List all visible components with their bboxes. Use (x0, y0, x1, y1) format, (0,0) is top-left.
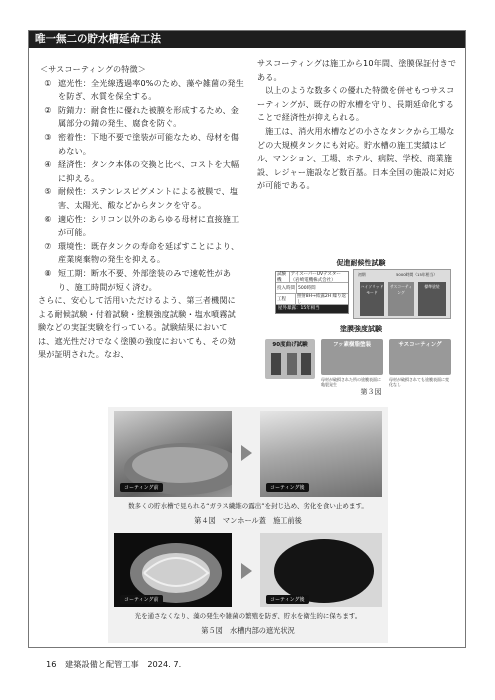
bend-test-icon (265, 339, 315, 379)
arrow-right-icon (241, 445, 252, 461)
bar-caption: 5000時間（15年相当） (396, 272, 438, 277)
issue-date: 2024. 7. (147, 659, 182, 669)
before-tag: コーティング前 (120, 595, 163, 604)
feature-item: ⑦ 環境性：既存タンクの寿命を延ばすことにより、産業廃棄物の発生を抑える。 (44, 240, 240, 265)
after-tag: コーティング後 (266, 483, 309, 492)
feature-item: ① 遮光性：全光線透過率0%のため、藻や雑菌の発生を防ぎ、水質を保全する。 (44, 77, 244, 102)
left-column (38, 63, 244, 362)
sus-coating-note: 母材が破損されても塗膜表面に変化なし (389, 377, 449, 387)
feature-item: ⑧ 短工期：断水不要、外部塗装のみで速乾性があり、施工時間が短く済む。 (44, 267, 232, 292)
feature-list (38, 77, 244, 295)
article-frame (28, 30, 466, 648)
bend-test-photo: 90度曲げ試験 (265, 339, 315, 379)
feature-item: ④ 経済性：タンク本体の交換と比べ、コストを大幅に抑える。 (44, 159, 240, 183)
feature-item: ② 防錆力：耐食性に優れた被膜を形成するため、金属部分の錆の発生、腐食を防ぐ。 (44, 104, 240, 129)
table-row: 投入時間 500時間 (276, 283, 348, 294)
table-row: 工程 照射8H→結露2H 繰り返し (277, 294, 347, 305)
feature-item: ⑥ 適応性：シリコン以外のあらゆる母材に直接施工が可能。 (44, 213, 240, 238)
figure-4-description: 数多くの貯水槽で見られる“ガラス繊維の露出”を封じ込め、劣化を食い止めます。 (128, 502, 368, 510)
page-footer (46, 659, 187, 670)
bar-caption: 初期 (358, 272, 366, 277)
arrow-right-icon (241, 563, 252, 579)
figure-5-caption: 第５図 水槽内部の遮光状況 (201, 626, 295, 635)
result-swatch: 標準塗装 (418, 282, 446, 316)
features-heading: ＜サスコーティングの特徴＞ (40, 64, 147, 74)
coating-strength-title: 塗膜強度試験 (340, 325, 382, 333)
result-swatch: サスコーティング (388, 282, 414, 316)
right-column (257, 57, 457, 193)
page-number: 16 (46, 659, 57, 669)
fluororesin-note: 母材が破損された所の塗膜表面に亀裂発生 (321, 377, 381, 387)
feature-item: ③ 密着性：下地不要で塗装が可能なため、母材を傷めない。 (44, 131, 240, 156)
manhole-before-photo (114, 411, 232, 497)
result-swatch: ハイソリッドモード (360, 282, 384, 316)
feature-item: ⑤ 耐候性：ステンレスピグメントによる被膜で、塩害、太陽光、酸などからタンクを守る。 (44, 186, 239, 210)
body-paragraph: さらに、安心して活用いただけるよう、第三者機関による耐候試験・付着試験・塗膜強度試験・塩水噴霧試験などの実証実験を行っている。試験結果においては、遮光性だけでなく塗膜の強度においても、その効果が証明された。なお、 (38, 295, 236, 360)
after-tag: コーティング後 (266, 595, 309, 604)
table-row: 試験機 アイスーパーUVテスター（岩崎電機株式会社） (276, 272, 348, 283)
figure-4 (108, 407, 388, 531)
tank-before-photo (114, 533, 232, 607)
magazine-name: 建築設備と配管工事 (65, 659, 139, 669)
fluororesin-panel: フッ素樹脂塗装 (321, 339, 383, 375)
table-total: 屋外暴露：15年相当 (276, 305, 348, 313)
body-paragraph: 以上のような数多くの優れた特徴を併せもつサスコーティングが、既存の貯水槽を守り、長期延命化することで経済性が抑えられる。 (257, 85, 455, 123)
manhole-after-photo (260, 411, 382, 497)
figure-4-caption: 第４図 マンホール蓋 施工前後 (194, 516, 302, 525)
figure-3-caption: 第３図 (360, 388, 382, 396)
weathering-result-image (353, 269, 451, 319)
article-title: 唯一無二の貯水槽延命工法 (29, 31, 465, 48)
weathering-test-title: 促進耐候性試験 (336, 259, 386, 267)
body-paragraph: 施工は、消火用水槽などの小さなタンクから工場などの大規模タンクにも対応。貯水槽の施工実績はビル、マンション、工場、ホテル、病院、学校、商業施設、レジャー施設など数百基。日本全国の施設に対応が可能である。 (257, 125, 455, 191)
figure-3 (261, 231, 457, 396)
before-tag: コーティング前 (120, 483, 163, 492)
sus-coating-panel: サスコーティング (389, 339, 451, 375)
figure-5-description: 光を通さなくなり、藻の発生や雑菌の繁殖を防ぎ、貯水を衛生的に保ちます。 (134, 612, 362, 620)
tank-after-photo (260, 533, 382, 607)
test-conditions-table (275, 271, 349, 314)
body-paragraph: サスコーティングは施工から10年間、塗膜保証付きである。 (257, 58, 457, 82)
figure-5 (108, 531, 388, 643)
